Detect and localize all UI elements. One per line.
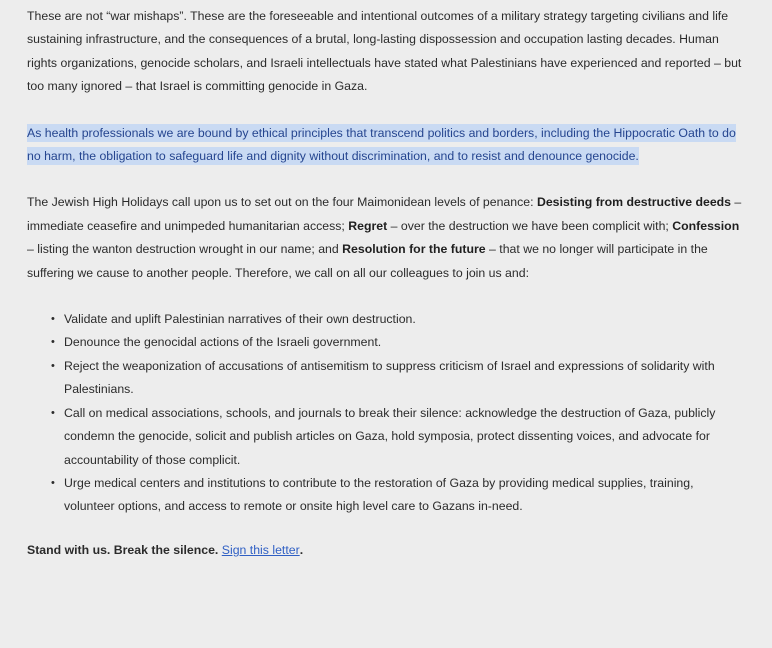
- list-item: [51, 472, 746, 519]
- list-item: [51, 355, 746, 402]
- bold-term-resolution: Resolution for the future: [342, 242, 486, 257]
- paragraph-text: – that we no longer will participate in the suffering we cause to another people. Therefore, we call on all our colleagues to join us and:: [27, 242, 708, 280]
- closing-text: Stand with us. Break the silence.: [27, 542, 222, 557]
- call-to-action-list: [27, 308, 746, 519]
- list-item: [51, 402, 746, 472]
- bullet-icon: •: [51, 313, 55, 326]
- bullet-icon: •: [51, 359, 55, 372]
- list-item: [51, 308, 746, 331]
- paragraph-ethical-principles: [27, 122, 746, 169]
- list-item: [51, 331, 746, 354]
- closing-line: [27, 539, 746, 562]
- paragraph-text: – over the destruction we have been complicit with;: [387, 218, 673, 233]
- paragraph-text: – listing the wanton destruction wrought in our name; and: [27, 242, 343, 257]
- bold-term-desisting: Desisting from destructive deeds: [536, 195, 732, 210]
- paragraph-high-holidays: [27, 191, 746, 285]
- list-item-text: Validate and uplift Palestinian narratives of their own destruction.: [64, 312, 416, 327]
- bullet-icon: •: [51, 336, 55, 349]
- closing-period: .: [299, 542, 304, 557]
- bullet-icon: •: [51, 476, 55, 489]
- paragraph-text: – immediate ceasefire and unimpeded humanitarian access;: [27, 195, 742, 233]
- list-item-text: Reject the weaponization of accusations of antisemitism to suppress criticism of Israel and expressions of solidarity with Palestinians.: [64, 358, 715, 397]
- list-item-text: Urge medical centers and institutions to contribute to the restoration of Gaza by providing medical supplies, training, volunteer options, and access to remote or onsite high level care to Gazans in-need.: [64, 475, 694, 514]
- bold-term-regret: Regret: [348, 218, 388, 233]
- list-item-text: Denounce the genocidal actions of the Israeli government.: [64, 335, 382, 350]
- paragraph-war-mishaps: These are not “war mishaps”. These are the foreseeable and intentional outcomes of a military strategy targeting civilians and life sustaining infrastructure, and the consequences of a brutal, long-lasting dispossession and occupation lasting decades. Human rights organizations, genocide scholars, and Israeli intellectuals have stated what Palestinians have experienced and reported – but too many ignored – that Israel is committing genocide in Gaza.: [27, 9, 742, 94]
- bold-term-confession: Confession: [672, 218, 740, 233]
- selected-text-highlight[interactable]: As health professionals we are bound by ethical principles that transcend politics and borders, including the Hippocratic Oath to do no harm, the obligation to safeguard life and dignity without discrimination, and to resist and denounce genocide.: [27, 125, 736, 164]
- paragraph-text: The Jewish High Holidays call upon us to set out on the four Maimonidean levels of penance:: [27, 195, 537, 210]
- sign-letter-link[interactable]: Sign this letter: [221, 542, 300, 557]
- bullet-icon: •: [51, 406, 55, 419]
- list-item-text: Call on medical associations, schools, and journals to break their silence: acknowledge the destruction of Gaza, publicly condemn the genocide, solicit and publish articles on Gaza, hold symposia, protect dissenting voices, and advocate for accountability of those complicit.: [64, 405, 716, 467]
